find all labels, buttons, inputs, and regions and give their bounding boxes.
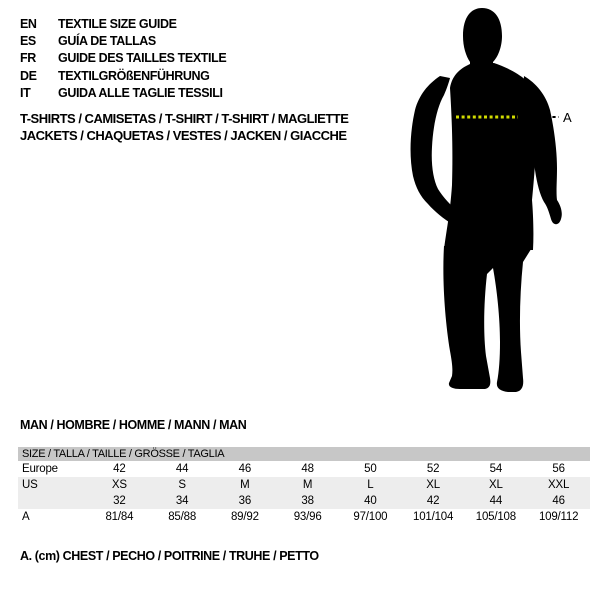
size-cell: 42 xyxy=(426,495,440,507)
lang-code: ES xyxy=(20,34,36,49)
size-cell: 46 xyxy=(552,495,565,507)
table-row-us xyxy=(18,477,590,493)
size-cell: XXL xyxy=(548,479,570,491)
size-cell: M xyxy=(302,479,313,491)
lang-title: GUIDA ALLE TAGLIE TESSILI xyxy=(58,86,223,101)
row-label: A xyxy=(22,511,30,523)
size-cell: XS xyxy=(111,479,127,491)
size-cell: 46 xyxy=(238,463,252,475)
table-row-europe xyxy=(18,461,590,477)
size-cell: 42 xyxy=(113,463,126,475)
size-cell: 44 xyxy=(175,463,189,475)
lang-code: EN xyxy=(20,16,37,31)
size-cell: S xyxy=(178,479,186,491)
silhouette-legs xyxy=(443,246,533,392)
lang-title: TEXTILGRÖßENFÜHRUNG xyxy=(58,68,210,83)
lang-code: IT xyxy=(20,86,31,101)
row-label: Europe xyxy=(22,463,58,475)
size-cell: 101/104 xyxy=(413,511,454,523)
size-cell: 38 xyxy=(301,495,314,507)
footnote-chest: A. (cm) CHEST / PECHO / POITRINE / TRUHE / PETTO xyxy=(20,549,319,563)
size-cell: 93/96 xyxy=(293,511,322,523)
table-row-chest-a xyxy=(18,509,590,525)
size-cell: 32 xyxy=(113,495,126,507)
size-cell: 56 xyxy=(552,463,565,475)
size-cell: 40 xyxy=(364,495,377,507)
size-table xyxy=(18,447,590,525)
size-table-header: SIZE / TALLA / TAILLE / GRÖSSE / TAGLIA xyxy=(18,447,590,461)
lang-code: FR xyxy=(20,51,36,66)
size-cell: M xyxy=(240,479,250,491)
garment-line-jackets: JACKETS / CHAQUETAS / VESTES / JACKEN / GIACCHE xyxy=(20,128,347,143)
size-cell: XL xyxy=(489,479,503,491)
size-cell: 52 xyxy=(426,463,440,475)
size-cell: 36 xyxy=(238,495,252,507)
silhouette-torso xyxy=(444,63,537,250)
size-cell: 109/112 xyxy=(538,511,579,523)
row-label xyxy=(18,493,88,509)
size-cell: 50 xyxy=(364,463,377,475)
section-title-man: MAN / HOMBRE / HOMME / MANN / MAN xyxy=(20,418,247,432)
size-cell: 81/84 xyxy=(105,511,134,523)
silhouette-head xyxy=(463,8,502,70)
lang-title: GUÍA DE TALLAS xyxy=(58,34,156,49)
row-label: US xyxy=(22,479,38,491)
garment-line-tshirts: T-SHIRTS / CAMISETAS / T-SHIRT / T-SHIRT / MAGLIETTE xyxy=(20,111,349,126)
measure-label-a: A xyxy=(563,110,572,125)
size-cell: 89/92 xyxy=(230,511,259,523)
table-row-us-numeric xyxy=(18,493,590,509)
size-cell: 85/88 xyxy=(168,511,197,523)
size-cell: 97/100 xyxy=(353,511,388,523)
size-cell: 34 xyxy=(175,495,189,507)
lang-code: DE xyxy=(20,68,37,83)
size-cell: 54 xyxy=(489,463,503,475)
lang-title: TEXTILE SIZE GUIDE xyxy=(58,16,177,31)
size-cell: 105/108 xyxy=(475,511,516,523)
size-cell: 44 xyxy=(489,495,503,507)
lang-title: GUIDE DES TAILLES TEXTILE xyxy=(58,51,227,66)
size-cell: L xyxy=(367,479,374,491)
size-cell: 48 xyxy=(301,463,314,475)
size-cell: XL xyxy=(426,479,440,491)
